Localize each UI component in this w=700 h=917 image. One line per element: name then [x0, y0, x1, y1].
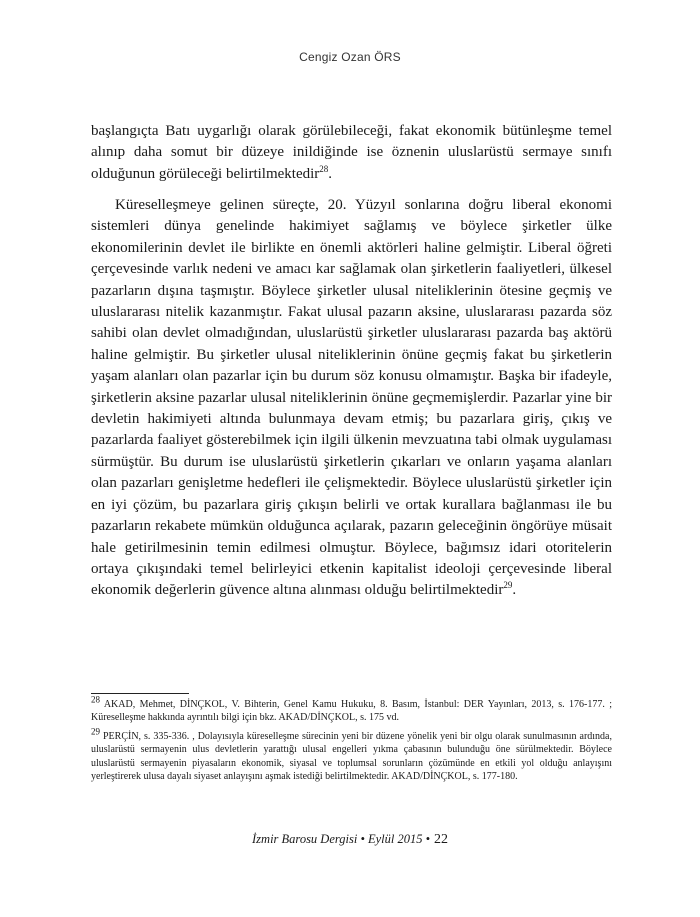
footnote-number-29: 29 [91, 726, 100, 737]
footnote-ref-29[interactable]: 29 [503, 580, 513, 591]
paragraph-1-text: başlangıçta Batı uygarlığı olarak görülebileceği, fakat ekonomik bütünleşme temel alınıp daha somut bir düzeye inildiğinde ise öznenin uluslarüstü sermaye sınıfı olduğunun görüleceği belirtilmektedir [91, 123, 612, 182]
page-number: 22 [433, 832, 448, 847]
paragraph-2-text: Küreselleşmeye gelinen süreçte, 20. Yüzyıl sonlarına doğru liberal ekonomi sistemleri dünya genelinde hakimiyet sağlamış ve böylece şirketler ülke ekonomilerinin devlet ile birlikte en önemli aktörleri haline gelmiştir. Liberal öğreti çerçevesinde varlık nedeni ve amacı kar sağlamak olan şirketlerin faaliyetleri, ülkesel pazarların dışına taşmıştır. Böylece şirketler ulusal niteliklerinin ötesine geçmiş ve uluslararası nitelik kazanmıştır. Fakat ulusal pazarın aksine, uluslararası pazarda söz sahibi olan devlet olmadığından, uluslarüstü şirketler uluslararası pazarda baş aktörü haline gelmiştir. Bu şirketler ulusal niteliklerinin önüne geçmiş fakat bu şirketlerin yaşam alanları olan pazarlar için bu durum söz konusu olmamıştır. Başka bir ifadeyle, şirketlerin aksine pazarlar ulusal niteliklerinin önüne geçmemişlerdir. Pazarlar yine bir devletin hakimiyeti altında bulunmaya devam etmiş; bu pazarlara giriş, çıkış ve pazarlarda faaliyet gösterebilmek için ilgili ülkenin mevzuatına tabi olmak uygulaması sürmüştür. Bu durum ise uluslarüstü şirketlerin çıkarları ve onların yaşama alanları olan pazarları genişletme hedefleri ile çelişmektedir. Böylece uluslarüstü şirketler için en iyi çözüm, bu pazarlara giriş çıkışın belirli ve ortak kurallara bağlanması ile bu pazarların rekabete mümkün olduğunca açılarak, pazarın geleceğinin öngörüye müsait hale getirilmesinin temin edilmesi olmuştur. Böylece, bağımsız idari otoritelerin ortaya çıkışındaki temel belirleyici etkenin kapitalist ideoloji çerçevesinde liberal ekonomik değerlerin güvence altına alınması olduğu belirtilmektedir [91, 197, 612, 599]
footnote-28-text: AKAD, Mehmet, DİNÇKOL, V. Bihterin, Genel Kamu Hukuku, 8. Basım, İstanbul: DER Yayınları, 2013, s. 176-177. ; Küreselleşme hakkında ayrıntılı bilgi için bkz. AKAD/DİNÇKOL, s. 175 vd. [91, 699, 612, 724]
paragraph-2-end: . [512, 582, 517, 599]
footer-journal: İzmir Barosu Dergisi • Eylül 2015 • [252, 832, 430, 846]
body-paragraph-2 [91, 195, 612, 602]
paragraph-1-end: . [328, 165, 333, 182]
running-header-author: Cengiz Ozan ÖRS [299, 50, 401, 64]
footnote-28 [91, 694, 612, 725]
footnote-ref-28[interactable]: 28 [319, 163, 329, 174]
footnote-29-text: PERÇİN, s. 335-336. , Dolayısıyla küreselleşme sürecinin yeni bir düzene yönelik yeni bir olgu olarak sunulmasının ardında, uluslarüstü sermayenin ulus devletlerin yarattığı ulusal engelleri yıkma çabasının bulunduğu öne sürülmektedir. Böylece uluslarüstü sermayenin piyasaların ekonomik, siyasal ve toplumsal sorunların çözümünde en etkili yol olduğu anlayışını yerleştirerek ulusa dayalı siyaset anlayışını aşmak istediği belirtilmektedir. AKAD/DİNÇKOL, s. 177-180. [91, 731, 612, 783]
page-footer [0, 832, 700, 848]
body-paragraph-1 [91, 121, 612, 185]
footnote-separator [91, 693, 189, 694]
footnote-number-28: 28 [91, 694, 100, 705]
footnote-29 [91, 726, 612, 784]
